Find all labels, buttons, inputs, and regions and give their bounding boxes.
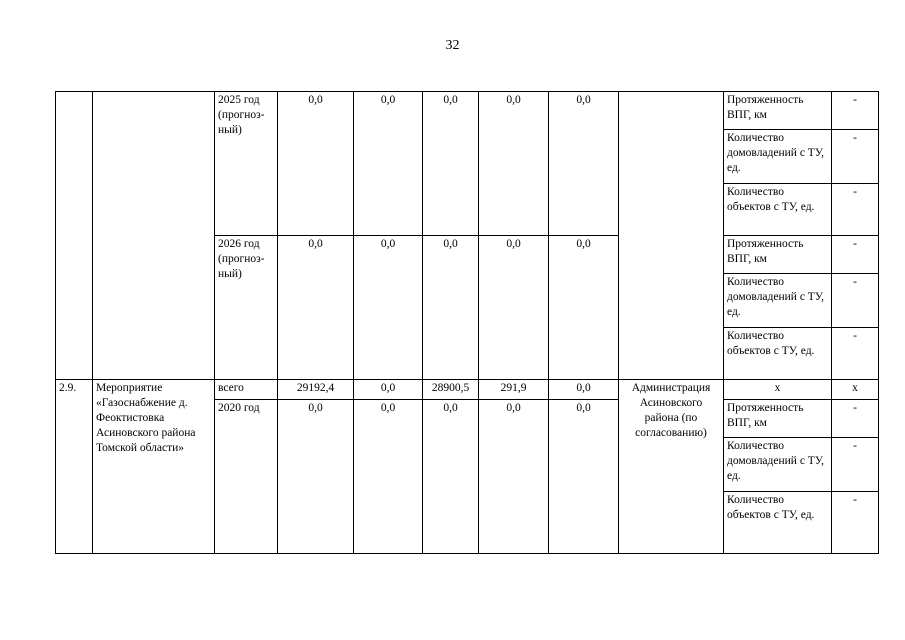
program-table [55,91,879,554]
measure-name: Мероприятие «Газоснабжение д. Феоктистовка Асиновского района Томской области» [93,380,215,554]
value-cell: 0,0 [549,380,619,400]
year-cell: 2020 год [215,400,278,554]
value-cell: 0,0 [549,400,619,554]
indicator-value: - [832,236,879,274]
measure-number: 2.9. [56,380,93,554]
indicator-name: Количество домовладений с ТУ, ед. [724,130,832,184]
value-cell: 291,9 [479,380,549,400]
page-number: 32 [445,38,460,53]
indicator-value: - [832,400,879,438]
indicator-name: Количество домовладений с ТУ, ед. [724,438,832,492]
indicator-value: - [832,492,879,554]
table-row [56,380,879,400]
value-cell: 0,0 [479,236,549,380]
value-cell: 0,0 [354,400,423,554]
indicator-name: Количество объектов с ТУ, ед. [724,328,832,380]
value-cell: 0,0 [278,236,354,380]
indicator-name: Протяженность ВПГ, км [724,236,832,274]
year-cell: 2025 год (прогноз-ный) [215,92,278,236]
value-cell: 0,0 [549,92,619,236]
indicator-name: Количество объектов с ТУ, ед. [724,492,832,554]
value-cell: 0,0 [354,92,423,236]
value-cell: 0,0 [549,236,619,380]
executor-cell: Администрация Асиновского района (по согласованию) [619,380,724,554]
indicator-value: - [832,130,879,184]
value-cell: 0,0 [423,400,479,554]
indicator-value: - [832,274,879,328]
value-cell: 28900,5 [423,380,479,400]
executor-cell-empty [619,92,724,380]
value-cell: 29192,4 [278,380,354,400]
indicator-value: - [832,438,879,492]
indicator-name: Количество объектов с ТУ, ед. [724,184,832,236]
measure-cell-empty [93,92,215,380]
value-cell: 0,0 [479,92,549,236]
table-row [56,92,879,130]
value-cell: 0,0 [278,92,354,236]
year-cell: всего [215,380,278,400]
indicator-name: Протяженность ВПГ, км [724,92,832,130]
indicator-name: Количество домовладений с ТУ, ед. [724,274,832,328]
value-cell: 0,0 [423,92,479,236]
value-cell: 0,0 [423,236,479,380]
indicator-name: Протяженность ВПГ, км [724,400,832,438]
indicator-value: - [832,328,879,380]
indicator-value: - [832,184,879,236]
year-cell: 2026 год (прогноз-ный) [215,236,278,380]
value-cell: 0,0 [479,400,549,554]
indicator-name: х [724,380,832,400]
number-cell-empty [56,92,93,380]
indicator-value: - [832,92,879,130]
value-cell: 0,0 [354,236,423,380]
indicator-value: х [832,380,879,400]
value-cell: 0,0 [354,380,423,400]
value-cell: 0,0 [278,400,354,554]
